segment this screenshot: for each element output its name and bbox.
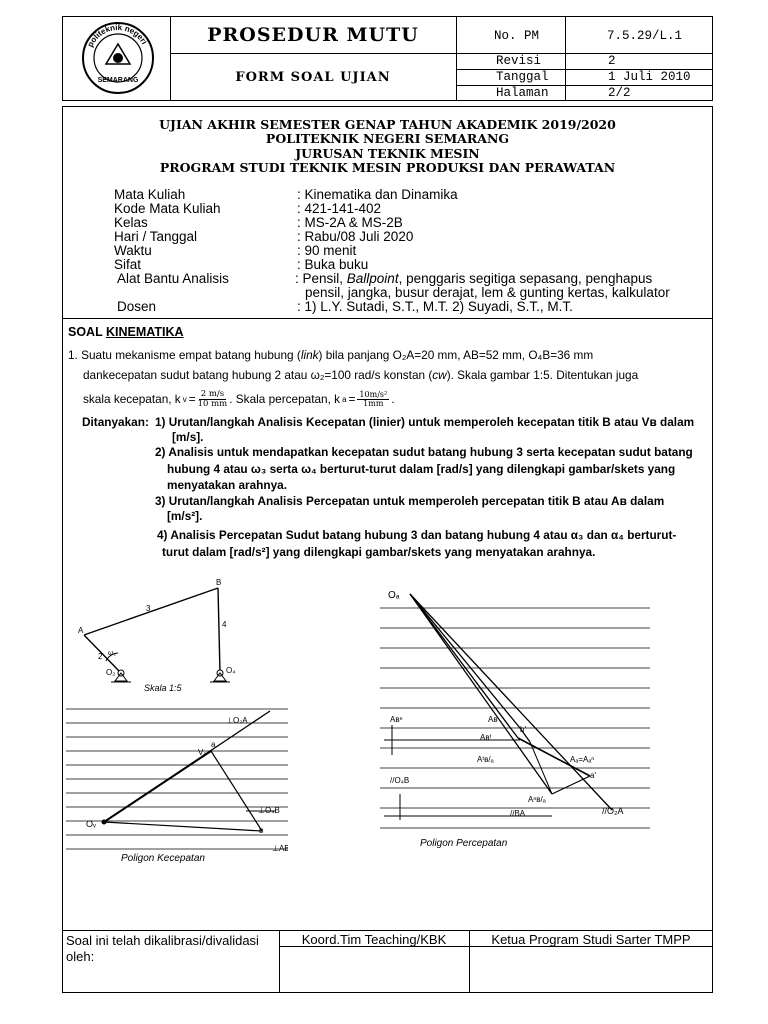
no-pm-value: 7.5.29/L.1	[607, 29, 683, 43]
footer-divider	[62, 930, 713, 931]
halaman-label: Halaman	[496, 86, 549, 100]
fraction-numerator: 10m/s²	[359, 389, 388, 399]
vel-label-b: b	[259, 826, 264, 835]
vel-label-perp-AB: ⊥AB	[272, 844, 288, 853]
question-subscript: v	[182, 395, 187, 405]
sub-question-4: 4) Analisis Percepatan Sudut batang hubung 3 dan batang hubung 4 atau α₃ dan α₄ berturut-	[157, 528, 677, 542]
question-text: ) bila panjang O₂A=20 mm, AB=52 mm, O₄B=36 mm	[318, 348, 594, 362]
sub-question-3: 3) Urutan/langkah Analisis Percepatan untuk memperoleh percepatan titik B atau Aʙ dalam	[155, 494, 665, 508]
mech-label-A: A	[78, 626, 84, 635]
soal-heading	[68, 325, 184, 339]
tanggal-label: Tanggal	[496, 70, 549, 84]
info-value-line2: pensil, jangka, busur derajat, lem & gunting kertas, kalkulator	[305, 285, 670, 300]
info-value-suffix: , penggaris segitiga sepasang, penghapus	[398, 271, 653, 286]
question-subscript: a	[342, 395, 347, 405]
sub-question-3-cont: [m/s²].	[167, 509, 203, 523]
info-value: : MS-2A & MS-2B	[297, 215, 403, 230]
sub-question-1: 1) Urutan/langkah Analisis Kecepatan (linier) untuk memperoleh kecepatan titik B atau Vʙ dalam	[155, 415, 695, 429]
info-value: : Kinematika dan Dinamika	[297, 187, 458, 202]
mech-label-B: B	[216, 578, 222, 587]
question-text: ). Skala gambar 1:5. Ditentukan juga	[446, 368, 639, 382]
header-divider	[456, 85, 713, 86]
mech-label-link4: 4	[222, 620, 227, 629]
form-subtitle: FORM SOAL UJIAN	[235, 70, 391, 85]
question-1-line3	[83, 390, 703, 410]
institution-name: POLITEKNIK NEGERI SEMARANG	[265, 131, 510, 146]
soal-heading-prefix: SOAL	[68, 325, 106, 339]
info-label: Mata Kuliah	[114, 187, 186, 202]
halaman-value: 2/2	[608, 86, 631, 100]
acc-label-AA: Aₐ=Aₐⁿ	[570, 755, 595, 764]
acc-label-ABAn: Aⁿʙ/ₐ	[528, 795, 546, 804]
header-divider	[565, 16, 566, 101]
tanggal-value: 1 Juli 2010	[608, 70, 691, 84]
acc-label-AB: Aʙ	[488, 715, 498, 724]
mechanism-and-velocity-figure	[66, 575, 288, 865]
vel-polygon-title: Poligon Kecepatan	[121, 853, 205, 864]
mech-label-link3: 3	[146, 604, 151, 613]
mech-label-O2: O₂	[106, 668, 116, 677]
velocity-scale-fraction	[198, 390, 228, 410]
info-value: : Buka buku	[297, 257, 369, 272]
header-divider	[456, 16, 457, 101]
ditanyakan-label: Ditanyakan:	[82, 415, 149, 429]
acc-label-ABt: Aʙᵗ	[480, 733, 492, 742]
program-name: PROGRAM STUDI TEKNIK MESIN PRODUKSI DAN PERAWATAN	[159, 160, 616, 175]
info-value	[295, 271, 652, 286]
revisi-label: Revisi	[496, 54, 542, 68]
info-label: Sifat	[114, 257, 142, 272]
footer-ketua-label: Ketua Program Studi Sarter TMPP	[491, 932, 691, 947]
info-value: : Rabu/08 Juli 2020	[297, 229, 414, 244]
vel-label-Ov: Oᵥ	[86, 819, 96, 829]
mech-label-O4: O₄	[226, 666, 236, 675]
mech-label-link2: 2	[98, 652, 103, 661]
info-value: : 421-141-402	[297, 201, 382, 216]
sub-question-4-cont: turut dalam [rad/s²] yang dilengkapi gambar/skets yang menyatakan arahnya.	[162, 545, 596, 559]
info-label: Hari / Tanggal	[114, 229, 198, 244]
info-value: : 90 menit	[297, 243, 357, 258]
mech-scale-label: Skala 1:5	[144, 683, 182, 693]
info-label: Dosen	[117, 299, 157, 314]
vel-label-VA: Vₐ	[198, 748, 207, 757]
vel-label-a: a	[211, 740, 216, 749]
section-divider	[62, 318, 713, 319]
vel-label-perp-O4B: ⊥O₄B	[258, 806, 280, 815]
sub-question-1-cont: [m/s].	[172, 430, 204, 444]
info-value-prefix: : Pensil,	[295, 271, 347, 286]
acceleration-polygon-figure	[380, 580, 650, 855]
fraction-numerator: 2 m/s	[200, 389, 225, 399]
acc-label-par-O2A: //O₂A	[602, 806, 624, 816]
acceleration-scale-fraction	[357, 391, 389, 410]
fraction-denominator: 10 mm	[197, 399, 228, 410]
info-value: : 1) L.Y. Sutadi, S.T., M.T. 2) Suyadi, S.T., M.T.	[297, 299, 573, 314]
sub-question-2-cont: menyatakan arahnya.	[167, 478, 287, 492]
header-divider	[170, 53, 713, 54]
question-italic: cw	[432, 368, 447, 382]
exam-title: UJIAN AKHIR SEMESTER GENAP TAHUN AKADEMIK 2019/2020	[159, 117, 616, 132]
footer-koord-label: Koord.Tim Teaching/KBK	[301, 932, 447, 947]
mech-label-omega2: ω₂	[108, 650, 117, 657]
fraction-denominator: 1mm	[363, 399, 384, 409]
acc-label-aprime: a'	[590, 771, 596, 780]
acc-label-par-BA: //BA	[510, 809, 526, 818]
info-label: Kode Mata Kuliah	[114, 201, 221, 216]
soal-heading-underlined: KINEMATIKA	[105, 325, 184, 339]
revisi-value: 2	[608, 54, 616, 68]
question-text: . Skala percepatan, k	[229, 392, 341, 407]
question-italic: link	[300, 348, 319, 362]
logo-top-text: politeknik negeri	[85, 22, 149, 49]
info-label: Alat Bantu Analisis	[117, 271, 229, 286]
acc-label-Oa: Oₐ	[388, 590, 400, 601]
document-title: PROSEDUR MUTU	[207, 24, 419, 46]
sub-question-2: 2) Analisis untuk mendapatkan kecepatan sudut batang hubung 3 serta kecepatan sudut batang	[155, 445, 693, 459]
question-text: skala kecepatan, k	[83, 392, 181, 407]
question-number: 1.	[68, 348, 78, 362]
department-name: JURUSAN TEKNIK MESIN	[295, 146, 480, 161]
info-value-italic: Ballpoint	[346, 271, 399, 286]
info-label: Kelas	[114, 215, 148, 230]
acc-label-ABn: Aʙⁿ	[390, 715, 403, 724]
question-text: dankecepatan sudut batang hubung 2 atau ω₂=100 rad/s konstan (	[83, 368, 433, 382]
logo-bottom-text: SEMARANG	[97, 77, 139, 84]
sub-question-2-cont: hubung 4 atau ω₃ serta ω₄ berturut-turut dalam [rad/s] yang dilengkapi gambar/skets yang	[167, 462, 676, 476]
institution-logo	[80, 20, 156, 96]
question-1-line2	[83, 366, 713, 385]
question-text: =	[348, 392, 356, 407]
acc-label-bprime: b'	[520, 725, 526, 734]
acc-label-ABAt: Aᵗʙ/ₐ	[477, 755, 494, 764]
no-pm-label: No. PM	[494, 29, 540, 43]
info-label: Waktu	[114, 243, 152, 258]
question-1-line1	[68, 346, 708, 365]
footer-validation-text: Soal ini telah dikalibrasi/divalidasi oleh:	[66, 933, 259, 964]
question-text: .	[391, 392, 395, 407]
acc-label-par-O4B: //O₄B	[390, 776, 410, 785]
vel-label-perp-O2A: ⊥O₂A	[226, 716, 248, 725]
question-text: Suatu mekanisme empat batang hubung (	[81, 348, 301, 362]
question-text: =	[188, 392, 196, 407]
acc-polygon-title: Poligon Percepatan	[420, 838, 508, 849]
